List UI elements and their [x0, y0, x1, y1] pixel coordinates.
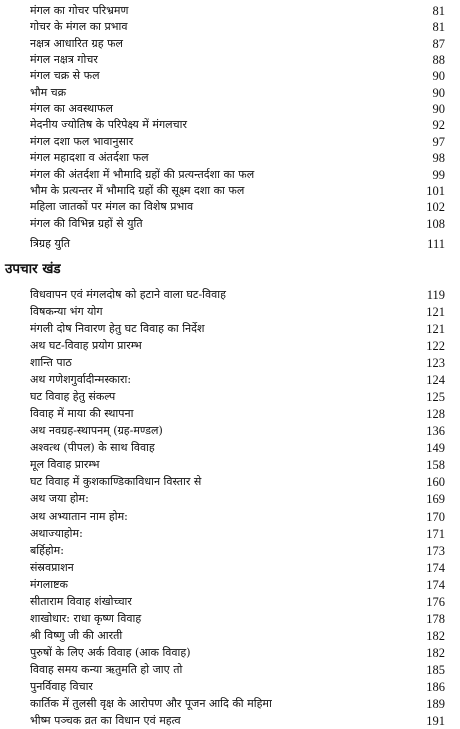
toc-entry-page-number: 81	[432, 4, 445, 18]
toc-entry-title: मंगल का अवस्थाफल	[30, 102, 113, 116]
toc-entry	[30, 117, 445, 133]
toc-entry-title: भौम चक्र	[30, 85, 67, 99]
toc-entry	[30, 287, 445, 303]
toc-entry-page-number: 160	[426, 475, 445, 490]
toc-entry-title: सीताराम विवाह शंखोच्चार	[30, 594, 132, 608]
toc-entry-title: पुनर्विवाह विचार	[30, 679, 93, 693]
toc-entry-title: शाखोधार: राधा कृष्ण विवाह	[30, 611, 142, 625]
toc-entry-page-number: 123	[426, 356, 445, 371]
toc-entry-page-number: 158	[426, 458, 445, 473]
toc-entry	[30, 52, 445, 68]
toc-entry-title: घट विवाह हेतु संकल्प	[30, 390, 116, 404]
toc-entry-title: अश्वत्थ (पीपल) के साथ विवाह	[30, 441, 155, 455]
toc-entry-title: मंगल का गोचर परिभ्रमण	[30, 4, 129, 17]
toc-entry-page-number: 90	[432, 69, 445, 84]
toc-entry-page-number: 170	[426, 509, 445, 524]
toc-entry	[30, 216, 445, 232]
toc-entry-title: मंगली दोष निवारण हेतु घट विवाह का निर्देश	[30, 322, 205, 336]
toc-entry	[30, 19, 445, 35]
toc-entry	[30, 134, 445, 150]
toc-entry-page-number: 176	[426, 594, 445, 609]
toc-entry	[30, 440, 445, 456]
toc-entry	[30, 68, 445, 84]
toc-entry-title: विवाह समय कन्या ऋतुमति हो जाए तो	[30, 662, 183, 676]
toc-entry-page-number: 173	[426, 543, 445, 558]
toc-entry-title: मंगल नक्षत्र गोचर	[30, 53, 98, 67]
toc-entry	[30, 304, 445, 320]
toc-entry	[30, 389, 445, 405]
toc-entry-page-number: 87	[432, 36, 445, 51]
toc-entry	[30, 3, 445, 19]
toc-entry	[30, 662, 445, 678]
toc-entry	[30, 150, 445, 166]
toc-entry-page-number: 97	[432, 134, 445, 149]
toc-entry-page-number: 88	[432, 53, 445, 68]
toc-entry-title: मूल विवाह प्रारम्भ	[30, 458, 100, 472]
toc-entry-page-number: 102	[426, 200, 445, 215]
toc-entry-page-number: 191	[426, 714, 445, 728]
toc-entry	[30, 713, 445, 729]
toc-entry	[30, 101, 445, 117]
toc-entry-page-number: 171	[426, 526, 445, 541]
toc-entry-title: बर्हिहोम:	[30, 543, 64, 557]
toc-entry-title: गोचर के मंगल का प्रभाव	[30, 20, 128, 34]
toc-entry	[30, 560, 445, 576]
toc-entry	[30, 85, 445, 101]
toc-entry-title: महिला जातकों पर मंगल का विशेष प्रभाव	[30, 200, 194, 214]
toc-entry-title: शान्ति पाठ	[30, 356, 72, 370]
toc-entry-title: विधवापन एवं मंगलदोष को हटाने वाला घट-विवाह	[30, 288, 226, 301]
toc-entry	[30, 594, 445, 610]
toc-entry-page-number: 122	[426, 339, 445, 354]
toc-entry-page-number: 125	[426, 390, 445, 405]
toc-entry	[30, 321, 445, 337]
toc-entry-title: अथाज्याहोम:	[30, 526, 83, 540]
toc-entry-title: अथ गणेशगुर्वादीन्मस्कारा:	[30, 373, 132, 387]
toc-entry	[30, 236, 445, 252]
toc-entry	[30, 696, 445, 712]
toc-entry	[30, 183, 445, 199]
toc-entry-page-number: 178	[426, 611, 445, 626]
toc-entry-page-number: 128	[426, 407, 445, 422]
toc-entry	[30, 338, 445, 354]
toc-entry-title: मंगल महादशा व अंतर्दशा फल	[30, 151, 149, 165]
toc-entry	[30, 474, 445, 490]
toc-entry-title: अथ नवग्रह-स्थापनम् (ग्रह-मण्डल)	[30, 424, 163, 438]
toc-entry-page-number: 108	[426, 216, 445, 231]
toc-entry-title: अथ घट-विवाह प्रयोग प्रारम्भ	[30, 339, 142, 353]
toc-entry	[30, 406, 445, 422]
toc-entry-page-number: 90	[432, 102, 445, 117]
toc-entry	[30, 199, 445, 215]
toc-entry	[30, 611, 445, 627]
toc-entry-page-number: 101	[426, 183, 445, 198]
toc-entry-title: भीष्म पञ्चक व्रत का विधान एवं महत्व	[30, 714, 181, 727]
toc-entry-page-number: 174	[426, 577, 445, 592]
toc-entry-title: मंगल की विभिन्न ग्रहों से युति	[30, 216, 143, 230]
toc-entry-page-number: 136	[426, 424, 445, 439]
toc-entry-page-number: 99	[432, 167, 445, 182]
toc-entry-title: घट विवाह में कुशकाण्डिकाविधान विस्तार से	[30, 475, 202, 489]
toc-entry-title: मंगल चक्र से फल	[30, 69, 100, 83]
toc-entry-title: मेदनीय ज्योतिष के परिपेक्ष्य में मंगलचार	[30, 118, 187, 132]
toc-entry	[30, 457, 445, 473]
toc-entry	[30, 577, 445, 593]
toc-entry-page-number: 189	[426, 696, 445, 711]
toc-entry-page-number: 121	[426, 305, 445, 320]
toc-entry-page-number: 182	[426, 645, 445, 660]
toc-entry-title: मंगल की अंतर्दशा में भौमादि ग्रहों की प्रत्यन्तर्दशा का फल	[30, 167, 255, 181]
toc-entry-page-number: 185	[426, 662, 445, 677]
toc-entry-page-number: 119	[426, 288, 445, 302]
toc-entry-title: कार्तिक में तुलसी वृक्ष के आरोपण और पूजन आदि की महिमा	[30, 696, 272, 710]
toc-entry	[30, 491, 445, 507]
toc-entry-page-number: 90	[432, 85, 445, 100]
toc-entry-title: श्री विष्णु जी की आरती	[30, 628, 123, 642]
toc-entry-title: अथ अभ्यातान नाम होम:	[30, 509, 128, 523]
toc-entry	[30, 645, 445, 661]
toc-entry	[30, 355, 445, 371]
toc-entry-title: पुरुषों के लिए अर्क विवाह (आक विवाह)	[30, 645, 191, 659]
section-heading: उपचार खंड	[5, 261, 61, 277]
toc-entry-page-number: 186	[426, 679, 445, 694]
toc-entry-page-number: 111	[427, 237, 445, 251]
toc-entry	[30, 679, 445, 695]
toc-entry-page-number: 81	[432, 20, 445, 35]
toc-entry-title: नक्षत्र आधारित ग्रह फल	[30, 36, 124, 50]
toc-entry	[30, 167, 445, 183]
toc-entry-page-number: 124	[426, 373, 445, 388]
toc-entry	[30, 628, 445, 644]
toc-entry-page-number: 182	[426, 628, 445, 643]
toc-entry-title: अथ जया होम:	[30, 492, 89, 506]
toc-entry-page-number: 98	[432, 151, 445, 166]
toc-entry-title: मंगल दशा फल भावानुसार	[30, 134, 134, 148]
toc-entry	[30, 543, 445, 559]
toc-entry-title: विषकन्या भंग योग	[30, 305, 103, 319]
toc-entry-page-number: 174	[426, 560, 445, 575]
toc-entry	[30, 423, 445, 439]
toc-entry-page-number: 149	[426, 441, 445, 456]
toc-entry-page-number: 169	[426, 492, 445, 507]
toc-entry	[30, 372, 445, 388]
toc-entry-title: मंगलाष्टक	[30, 577, 68, 591]
toc-entry-title: त्रिग्रह युति	[30, 237, 70, 250]
toc-entry	[30, 526, 445, 542]
toc-entry-page-number: 92	[432, 118, 445, 133]
toc-entry-title: विवाह में माया की स्थापना	[30, 407, 134, 421]
toc-entry-page-number: 121	[426, 322, 445, 337]
toc-entry	[30, 509, 445, 525]
toc-entry	[30, 36, 445, 52]
toc-entry-title: संस्रवप्राशन	[30, 560, 74, 574]
toc-entry-title: भौम के प्रत्यन्तर में भौमादि ग्रहों की सूक्ष्म दशा का फल	[30, 183, 245, 197]
